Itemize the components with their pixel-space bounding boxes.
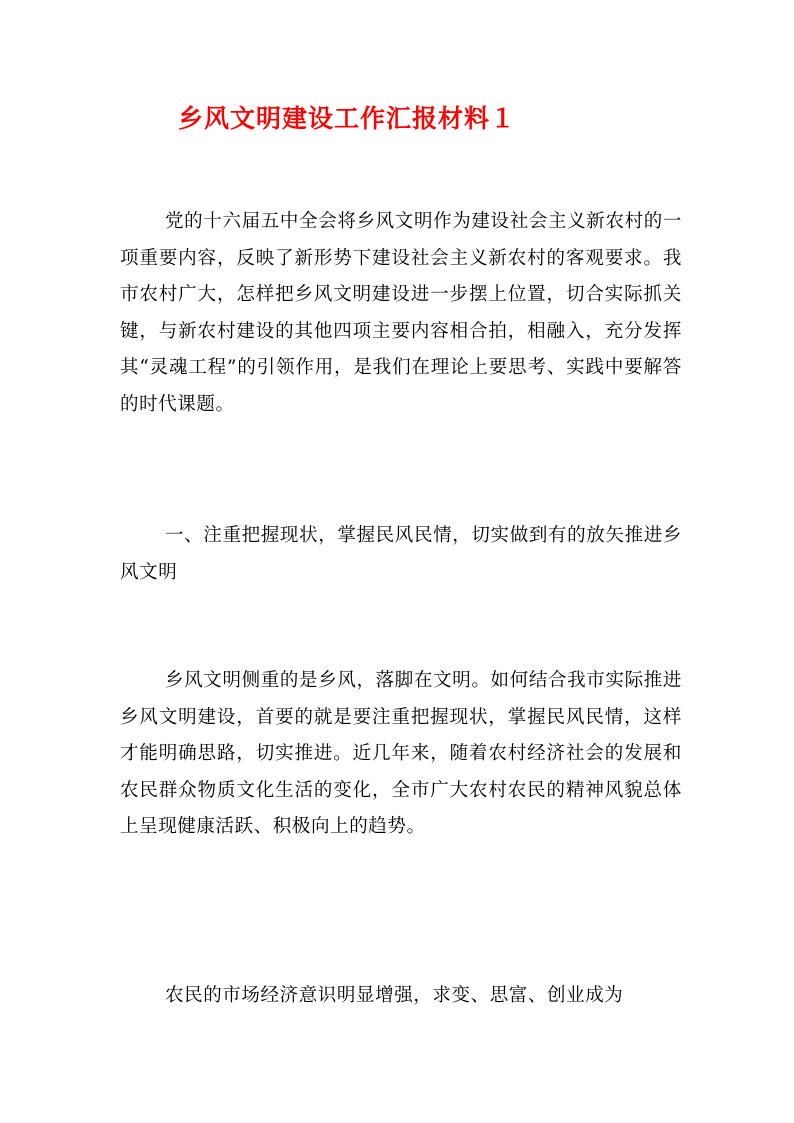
paragraph-section-1: 乡风文明侧重的是乡风，落脚在文明。如何结合我市实际推进乡风文明建设，首要的就是要注重把握现状，掌握民风民情，这样才能明确思路，切实推进。近几年来，随着农村经济社会的发展和农民群众物质文化生活的变化，全市广大农村农民的精神风貌总体上呈现健康活跃、积极向上的趋势。 — [120, 670, 682, 837]
paragraph-continued: 农民的市场经济意识明显增强，求变、思富、创业成为 — [165, 985, 624, 1006]
section-heading-1: 一、注重把握现状，掌握民风民情，切实做到有的放矢推进乡风文明 — [120, 525, 682, 583]
paragraph-intro: 党的十六届五中全会将乡风文明作为建设社会主义新农村的一项重要内容，反映了新形势下建设社会主义新农村的客观要求。我市农村广大，怎样把乡风文明建设进一步摆上位置，切合实际抓关键，与新农村建设的其他四项主要内容相合拍，相融入，充分发挥其“灵魂工程”的引领作用，是我们在理论上要思考、实践中要解答的时代课题。 — [120, 211, 682, 415]
document-title: 乡风文明建设工作汇报材料１ — [178, 104, 517, 133]
